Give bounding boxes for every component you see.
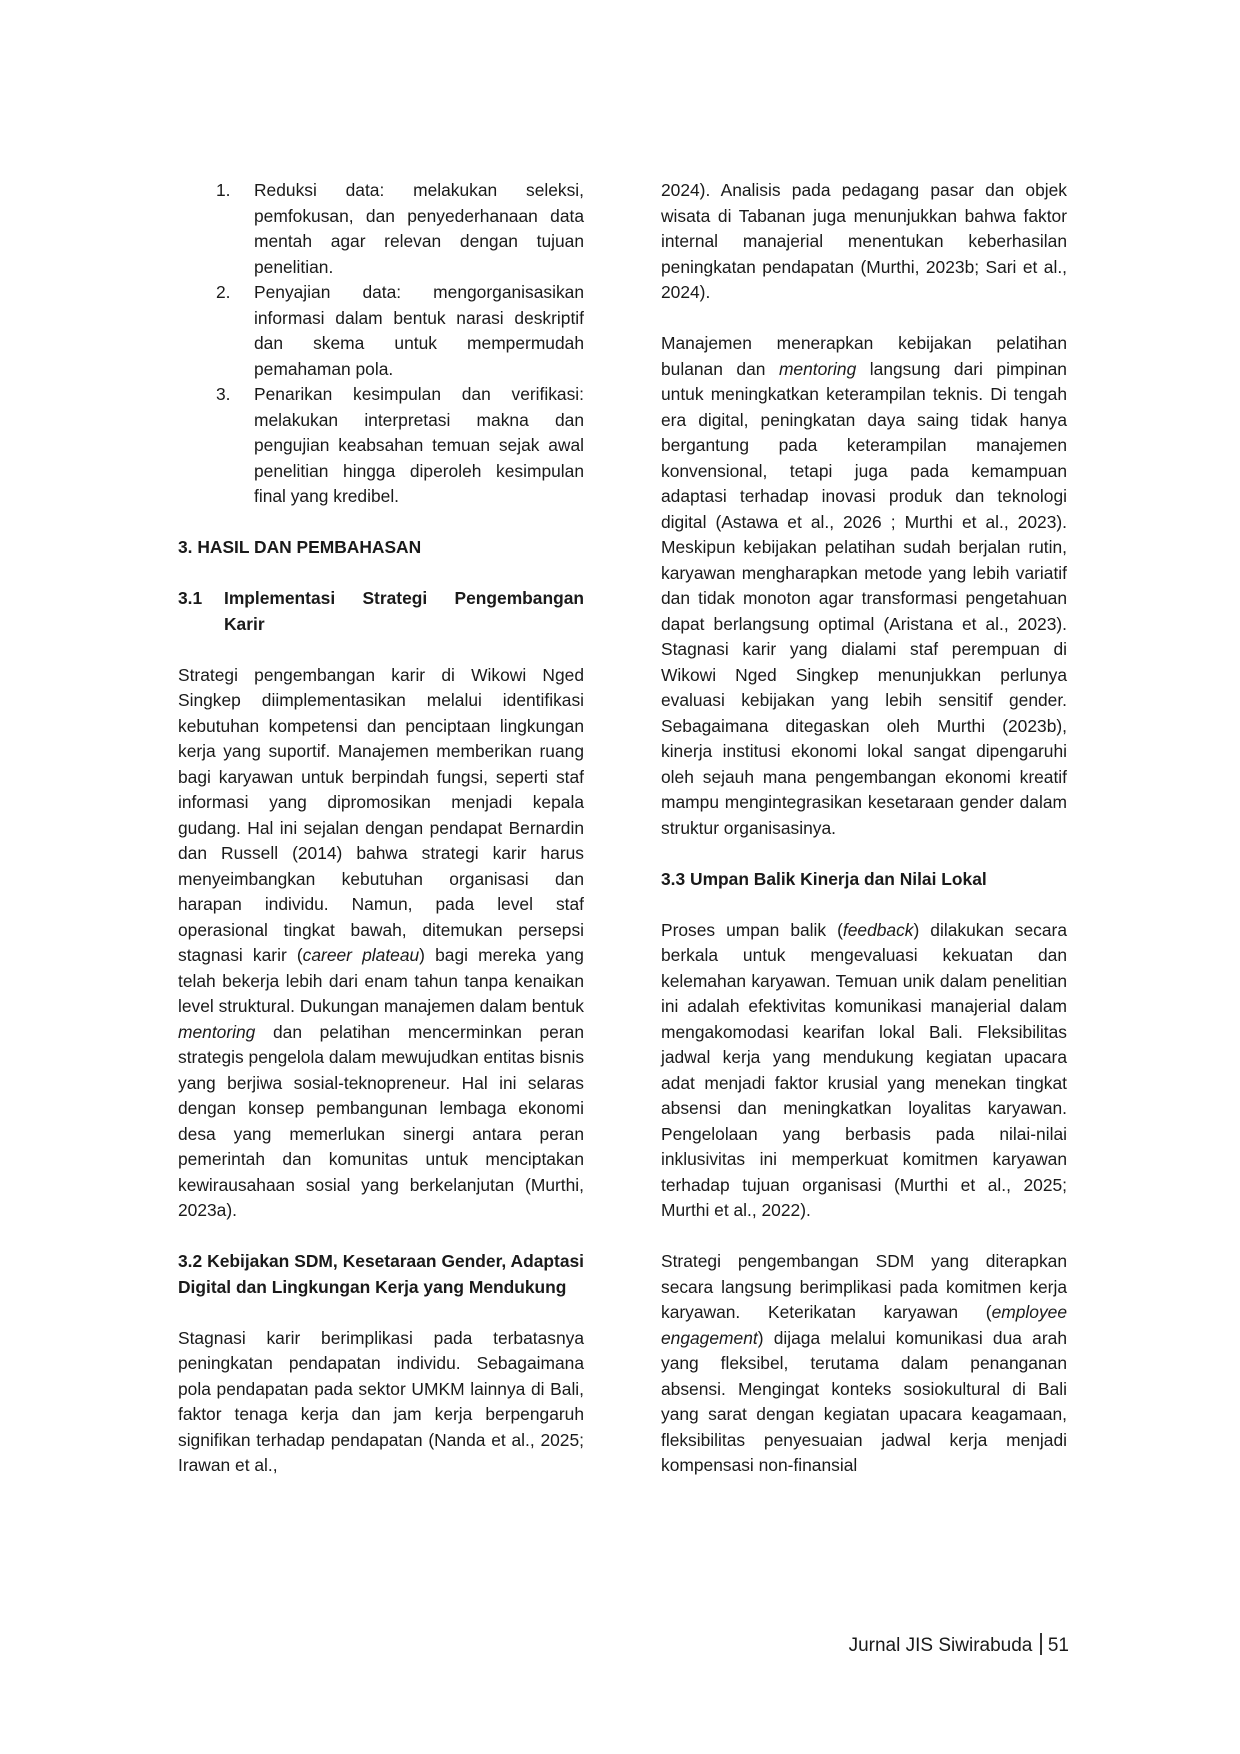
- paragraph-3-3-feedback: [661, 918, 1067, 1224]
- italic-term: employee engagement: [661, 1302, 1067, 1348]
- text-run: dan pelatihan mencerminkan peran strategis pengelola dalam mewujudkan entitas bisnis yang berjiwa sosial-teknopreneur. Hal ini selaras dengan konsep pembangunan lembaga ekonomi desa yang memerlukan sinergi antara peran pemerintah dan komunitas untuk menciptakan kewirausahaan sosial yang berkelanjutan (Murthi, 2023a).: [178, 1021, 585, 1220]
- list-item: [178, 280, 584, 382]
- text-run: langsung dari pimpinan untuk meningkatkan keterampilan teknis. Di tengah era digital, peningkatan daya saing tidak hanya bergantung pada keterampilan manajemen konvensional, tetapi juga pada kemampuan adaptasi terhadap inovasi produk dan teknologi digital (Astawa et al., 2026 ; Murthi et al., 2023). Meskipun kebijakan pelatihan sudah berjalan rutin, karyawan mengharapkan metode yang lebih variatif dan tidak monoton agar transformasi pengetahuan dapat berlangsung optimal (Aristana et al., 2023). Stagnasi karir yang dialami staf perempuan di Wikowi Nged Singkep menunjukkan perlunya evaluasi kebijakan yang lebih sensitif gender. Sebagaimana ditegaskan oleh Murthi (2023b), kinerja institusi ekonomi lokal sangat dipengaruhi oleh sejauh mana pengembangan ekonomi kreatif mampu mengintegrasikan kesetaraan gender dalam struktur organisasinya.: [661, 358, 1067, 838]
- text-run: ) dijaga melalui komunikasi dua arah yang fleksibel, terutama dalam penanganan absensi. Mengingat konteks sosiokultural di Bali yang sarat dengan kegiatan upacara keagamaan, fleksibilitas penyesuaian jadwal kerja menjadi kompensasi non-finansial: [661, 1327, 1067, 1475]
- page-footer: [849, 1633, 1069, 1659]
- left-column: [178, 178, 584, 1479]
- paragraph-3-2-start: Stagnasi karir berimplikasi pada terbatasnya peningkatan pendapatan individu. Sebagaimana pola pendapatan pada sektor UMKM lainnya di Bali, faktor tenaga kerja dan jam kerja berpengaruh signifikan terhadap pendapatan (Nanda et al., 2025; Irawan et al.,: [178, 1327, 584, 1475]
- subsection-heading-3-2: 3.2 Kebijakan SDM, Kesetaraan Gender, Adaptasi Digital dan Lingkungan Kerja yang Mendukung: [178, 1251, 584, 1297]
- italic-term: career plateau: [302, 945, 420, 965]
- subsection-heading-3-3: 3.3 Umpan Balik Kinerja dan Nilai Lokal: [661, 868, 987, 889]
- right-column: [661, 178, 1067, 1479]
- text-run: Proses umpan balik (: [661, 919, 843, 940]
- journal-name: Jurnal JIS Siwirabuda: [848, 1635, 1033, 1656]
- text-run: Strategi pengembangan karir di Wikowi Nged Singkep diimplementasikan melalui identifikasi kebutuhan kompetensi dan penciptaan lingkungan kerja yang suportif. Manajemen memberikan ruang bagi karyawan untuk berpindah fungsi, seperti staf informasi yang dipromosikan menjadi kepala gudang. Hal ini sejalan dengan pendapat Bernardin dan Russell (2014) bahwa strategi karir harus menyeimbangkan kebutuhan organisasi dan harapan individu. Namun, pada level staf operasional tingkat bawah, ditemukan persepsi stagnasi karir (: [178, 664, 584, 965]
- list-text: Penarikan kesimpulan dan verifikasi: melakukan interpretasi makna dan pengujian keabsahan temuan sejak awal penelitian hingga diperoleh kesimpulan final yang kredibel.: [254, 384, 584, 506]
- paragraph-3-3-strategy: [661, 1249, 1067, 1479]
- section-heading-hasil: 3. HASIL DAN PEMBAHASAN: [178, 537, 422, 557]
- list-text: Penyajian data: mengorganisasikan informasi dalam bentuk narasi deskriptif dan skema untuk mempermudah pemahaman pola.: [254, 282, 584, 379]
- italic-term: mentoring: [178, 1021, 256, 1042]
- paragraph-3-2-continued: 2024). Analisis pada pedagang pasar dan objek wisata di Tabanan juga menunjukkan bahwa faktor internal manajerial menentukan keberhasilan peningkatan pendapatan (Murthi, 2023b; Sari et al., 2024).: [661, 180, 1067, 302]
- page-number: 51: [1047, 1635, 1069, 1656]
- subsection-heading-3-1: [178, 586, 584, 637]
- list-item: [178, 178, 584, 280]
- list-text: Reduksi data: melakukan seleksi, pemfokusan, dan penyederhanaan data mentah agar relevan dengan tujuan penelitian.: [254, 180, 584, 277]
- analysis-steps-list: [178, 178, 584, 510]
- paragraph-3-1: [178, 663, 584, 1224]
- paragraph-3-2-policy: [661, 331, 1067, 841]
- list-item: [178, 382, 584, 510]
- italic-term: mentoring: [778, 358, 857, 379]
- list-number: 2.: [216, 282, 231, 302]
- text-run: Strategi pengembangan SDM yang diterapkan secara langsung berimplikasi pada komitmen kerja karyawan. Keterikatan karyawan (: [661, 1251, 1067, 1322]
- list-number: 3.: [216, 384, 231, 404]
- text-run: Manajemen menerapkan kebijakan pelatihan bulanan dan: [661, 333, 1067, 379]
- subsection-number: 3.1: [178, 588, 203, 608]
- text-run: ) bagi mereka yang telah bekerja lebih dari enam tahun tanpa kenaikan level struktural. Dukungan manajemen dalam bentuk: [178, 945, 585, 1016]
- text-run: ) dilakukan secara berkala untuk mengevaluasi kekuatan dan kelemahan karyawan. Temuan unik dalam penelitian ini adalah efektivitas komunikasi manajerial dalam mengakomodasi kearifan lokal Bali. Fleksibilitas jadwal kerja yang mendukung kegiatan upacara adat menjadi faktor krusial yang menekan tingkat absensi dan meningkatkan loyalitas karyawan. Pengelolaan yang berbasis pada nilai-nilai inklusivitas ini memperkuat komitmen karyawan terhadap tujuan organisasi (Murthi et al., 2025; Murthi et al., 2022).: [661, 919, 1067, 1220]
- italic-term: feedback: [842, 919, 914, 940]
- footer-separator: [1040, 1633, 1042, 1655]
- subsection-title: Implementasi Strategi Pengembangan Karir: [224, 588, 584, 634]
- list-number: 1.: [216, 180, 231, 200]
